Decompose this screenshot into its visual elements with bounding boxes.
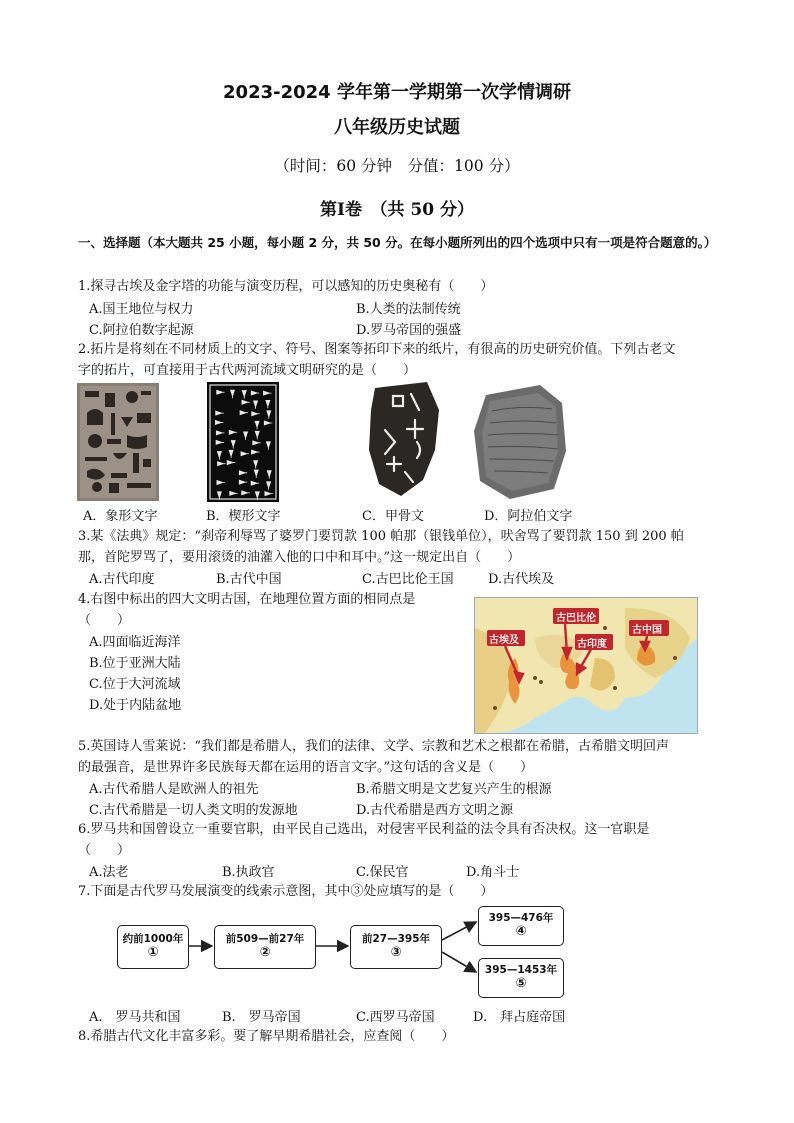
timeline-box-2-mark: ② (259, 945, 271, 960)
timeline-box-2-period: 前509—前27年 (225, 933, 305, 945)
map-label-babylon: 古巴比伦 (556, 613, 596, 624)
q7-option-d: D. 拜占庭帝国 (473, 1010, 566, 1025)
q4-stem-line2: （ ） (78, 613, 131, 628)
timeline-box-1-period: 约前1000年 (122, 933, 184, 945)
q6-stem-line2: （ ） (78, 843, 131, 858)
q6-option-b: B.执政官 (222, 865, 275, 880)
q2-option-d: D．阿拉伯文字 (484, 509, 573, 524)
map-label-india: 古印度 (577, 639, 607, 650)
timeline-box-1 (117, 925, 189, 969)
q2-option-b: B．楔形文字 (206, 509, 281, 524)
q1-stem: 1.探寻古埃及金字塔的功能与演变历程，可以感知的历史奥秘有（ ） (78, 279, 494, 294)
q4-option-d: D.处于内陆盆地 (89, 698, 182, 713)
part-title: 第Ⅰ卷 （共 50 分） (320, 200, 474, 220)
q3-option-d: D.古代埃及 (488, 572, 555, 587)
q5-stem-line1: 5.英国诗人雪莱说：“我们都是希腊人，我们的法律、文学、宗教和艺术之根都在希腊，古希腊文明回声 (78, 739, 670, 754)
q7-option-b: B. 罗马帝国 (222, 1010, 301, 1025)
timeline-box-5 (478, 958, 564, 998)
map-label-egypt: 古埃及 (489, 635, 519, 646)
timeline-box-3-period: 前27—395年 (361, 933, 431, 945)
q4-option-a: A.四面临近海洋 (89, 635, 181, 650)
timeline-box-2 (214, 925, 316, 969)
section-instruction: 一、选择题（本大题共 25 小题，每小题 2 分，共 50 分。在每小题所列出的四个选项中只有一项是符合题意的。） (78, 235, 717, 250)
timeline-box-4-period: 395—476年 (488, 912, 554, 924)
q4-option-b: B.位于亚洲大陆 (89, 656, 181, 671)
timeline-box-5-period: 395—1453年 (484, 964, 558, 976)
q3-option-b: B.古代中国 (216, 572, 282, 587)
timeline-box-4 (478, 906, 564, 946)
q5-option-b: B.希腊文明是文艺复兴产生的根源 (356, 782, 552, 797)
timeline-box-3 (350, 925, 442, 969)
q2-stem-line1: 2.拓片是将刻在不同材质上的文字、符号、图案等拓印下来的纸片，有很高的历史研究价值。下列古老文 (78, 342, 676, 357)
q6-option-c: C.保民官 (356, 865, 409, 880)
q3-option-a: A.古代印度 (89, 572, 155, 587)
q7-stem: 7.下面是古代罗马发展演变的线索示意图，其中③处应填写的是（ ） (78, 884, 494, 899)
q6-option-a: A.法老 (89, 865, 129, 880)
q5-stem-line2: 的最强音，是世界许多民族每天都在运用的语言文字。”这句话的含义是（ ） (78, 760, 534, 775)
exam-title: 2023-2024 学年第一学期第一次学情调研 (223, 82, 571, 103)
time-score-info: （时间：60 分钟 分值：100 分） (274, 157, 520, 175)
map-label-china: 古中国 (632, 625, 662, 636)
q6-stem-line1: 6.罗马共和国曾设立一重要官职，由平民自己选出，对侵害平民利益的法令具有否决权。这一官职是 (78, 822, 650, 837)
q1-option-a: A.国王地位与权力 (89, 302, 194, 317)
q7-option-c: C.西罗马帝国 (356, 1010, 435, 1025)
q3-option-c: C.古巴比伦王国 (362, 572, 454, 587)
timeline-box-4-mark: ④ (515, 924, 527, 939)
q1-option-c: C.阿拉伯数字起源 (89, 323, 194, 338)
q2-option-c: C．甲骨文 (362, 509, 424, 524)
q1-option-d: D.罗马帝国的强盛 (356, 323, 462, 338)
q4-stem-line1: 4.右图中标出的四大文明古国，在地理位置方面的相同点是 (78, 592, 416, 607)
q6-option-d: D.角斗士 (466, 865, 520, 880)
q5-option-a: A.古代希腊人是欧洲人的祖先 (89, 782, 259, 797)
q3-stem-line2: 那，首陀罗骂了，要用滚烫的油灌入他的口中和耳中。”这一规定出自（ ） (78, 550, 521, 565)
q2-stem-line2: 字的拓片，可直接用于古代两河流域文明研究的是（ ） (78, 363, 417, 378)
q1-option-b: B.人类的法制传统 (356, 302, 461, 317)
timeline-box-1-mark: ① (147, 945, 159, 960)
timeline-box-5-mark: ⑤ (515, 976, 527, 991)
timeline-box-3-mark: ③ (390, 945, 402, 960)
q2-option-a: A．象形文字 (83, 509, 158, 524)
q7-option-a: A. 罗马共和国 (89, 1010, 181, 1025)
q4-option-c: C.位于大河流域 (89, 677, 181, 692)
q5-option-c: C.古代希腊是一切人类文明的发源地 (89, 803, 298, 818)
q5-option-d: D.古代希腊是西方文明之源 (356, 803, 514, 818)
exam-subtitle: 八年级历史试题 (334, 117, 460, 138)
q8-stem: 8.希腊古代文化丰富多彩。要了解早期希腊社会，应查阅（ ） (78, 1029, 455, 1044)
q3-stem-line1: 3.某《法典》规定：“刹帝利辱骂了婆罗门要罚款 100 帕那（银钱单位），吠舍骂了要罚款 150 到 200 帕 (78, 529, 684, 544)
